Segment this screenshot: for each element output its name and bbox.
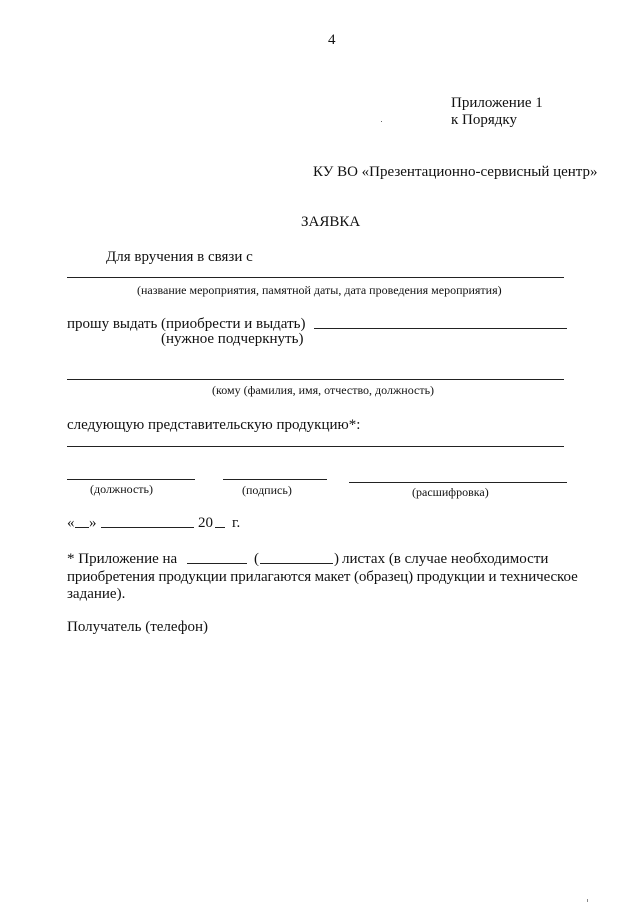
- footnote-paren-open: (: [254, 551, 259, 567]
- date-suffix: г.: [232, 515, 241, 531]
- recipient-field-line[interactable]: [67, 379, 564, 380]
- position-field-line[interactable]: [67, 479, 195, 480]
- signature-field-line[interactable]: [223, 479, 327, 480]
- signature-caption: (подпись): [242, 483, 292, 497]
- products-field-line[interactable]: [67, 446, 564, 447]
- products-text: следующую представительскую продукцию*:: [67, 417, 361, 433]
- date-month-field[interactable]: [101, 527, 194, 528]
- date-year-prefix: 20: [198, 515, 213, 531]
- date-quote-close: »: [89, 515, 97, 531]
- decoding-caption: (расшифровка): [412, 485, 489, 499]
- date-year-field[interactable]: [215, 527, 225, 528]
- footnote-rest-line-1: листах (в случае необходимости: [342, 551, 549, 567]
- request-text: прошу выдать (приобрести и выдать): [67, 316, 306, 332]
- footnote-pages-field[interactable]: [187, 563, 247, 564]
- scan-mark: [587, 899, 588, 902]
- event-field-caption: (название мероприятия, памятной даты, дата проведения мероприятия): [137, 283, 502, 297]
- event-field-line[interactable]: [67, 277, 564, 278]
- request-field-line[interactable]: [314, 328, 567, 329]
- underline-hint: (нужное подчеркнуть): [161, 331, 304, 347]
- page-number: 4: [328, 32, 336, 48]
- scan-dot: [381, 121, 382, 122]
- receiver-text: Получатель (телефон): [67, 619, 208, 635]
- addressee: КУ ВО «Презентационно-сервисный центр»: [313, 164, 598, 180]
- appendix-line-1: Приложение 1: [451, 95, 543, 111]
- date-day-field[interactable]: [75, 527, 89, 528]
- date-quote-open: «: [67, 515, 75, 531]
- recipient-field-caption: (кому (фамилия, имя, отчество, должность): [212, 383, 435, 397]
- document-title: ЗАЯВКА: [301, 214, 361, 230]
- footnote-prefix: * Приложение на: [67, 551, 178, 567]
- footnote-pages-words-field[interactable]: [260, 563, 333, 564]
- appendix-line-2: к Порядку: [451, 112, 517, 128]
- footnote-line-2: приобретения продукции прилагаются макет (образец) продукции и техническое: [67, 569, 578, 585]
- footnote-paren-close: ): [334, 551, 339, 567]
- decoding-field-line[interactable]: [349, 482, 567, 483]
- position-caption: (должность): [90, 482, 153, 496]
- footnote-line-3: задание).: [67, 586, 126, 602]
- intro-text: Для вручения в связи с: [106, 249, 253, 265]
